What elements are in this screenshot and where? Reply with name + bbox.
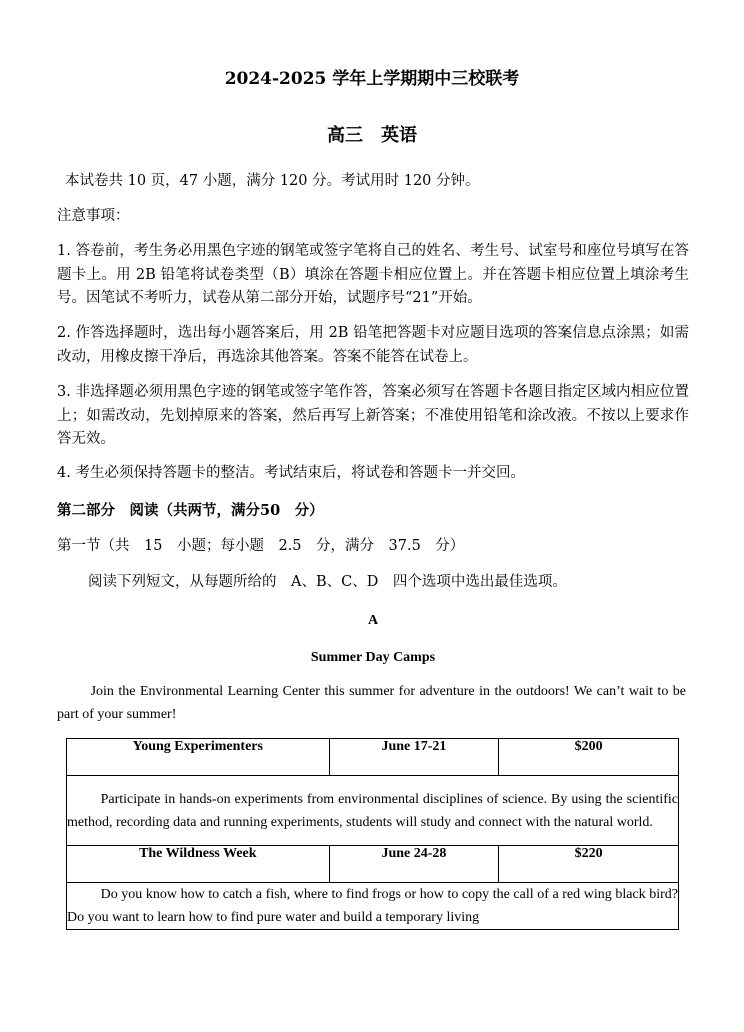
- passage-intro: Join the Environmental Learning Center this summer for adventure in the outdoors! We can’t wait to be part of your summer!: [57, 684, 686, 722]
- camp-name: The Wildness Week: [67, 846, 330, 883]
- camp-description: Participate in hands-on experiments from environmental disciplines of science. By using the scientific method, recording data and running experiments, students will study and connect with the natural world.: [67, 791, 678, 830]
- notice-item-2: 2. 作答选择题时，选出每小题答案后，用 2B 铅笔把答题卡对应题目选项的答案信息点涂黑；如需改动，用橡皮擦干净后，再选涂其他答案。答案不能答在试卷上。: [57, 325, 689, 365]
- camp-description-row: [67, 883, 679, 930]
- passage-title: Summer Day Camps: [310, 650, 436, 665]
- exam-intro: 本试卷共 10 页，47 小题，满分 120 分。考试用时 120 分钟。: [65, 173, 480, 189]
- reading-instruction: 阅读下列短文，从每题所给的 A、B、C、D 四个选项中选出最佳选项。: [88, 574, 567, 590]
- passage-letter: A: [367, 613, 379, 628]
- notice-item-4: 4. 考生必须保持答题卡的整洁。考试结束后，将试卷和答题卡一并交回。: [57, 465, 525, 481]
- section1-heading: 第一节（共 15 小题；每小题 2.5 分，满分 37.5 分）: [57, 538, 465, 554]
- camp-dates: June 24-28: [329, 846, 499, 883]
- camp-header-row: [67, 846, 679, 883]
- exam-title: 2024-2025 学年上学期期中三校联考: [224, 69, 520, 89]
- camp-price: $220: [499, 846, 679, 883]
- camp-name: Young Experimenters: [67, 739, 330, 776]
- part2-heading: 第二部分 阅读（共两节，满分50 分）: [57, 502, 324, 519]
- notice-item-3: 3. 非选择题必须用黑色字迹的钢笔或签字笔作答，答案必须写在答题卡各题目指定区域内相应位置上；如需改动，先划掉原来的答案，然后再写上新答案；不准使用铅笔和涂改液。不按以上要求作答无效。: [57, 384, 689, 447]
- camp-price: $200: [499, 739, 679, 776]
- subject-title: 高三 英语: [327, 125, 417, 146]
- camp-dates: June 17-21: [329, 739, 499, 776]
- notice-item-1: 1. 答卷前，考生务必用黑色字迹的钢笔或签字笔将自己的姓名、考生号、试室号和座位号填写在答题卡上。用 2B 铅笔将试卷类型（B）填涂在答题卡相应位置上。并在答题卡相应位置上填涂考生号。因笔试不考听力，试卷从第二部分开始，试题序号“21”开始。: [57, 243, 689, 306]
- notice-heading: 注意事项：: [57, 208, 130, 224]
- camps-table: [66, 738, 679, 930]
- camp-description: Do you know how to catch a fish, where to find frogs or how to copy the call of a red wing black bird? Do you want to learn how to find pure water and build a temporary living: [67, 887, 678, 925]
- camp-description-row: [67, 776, 679, 846]
- camp-header-row: [67, 739, 679, 776]
